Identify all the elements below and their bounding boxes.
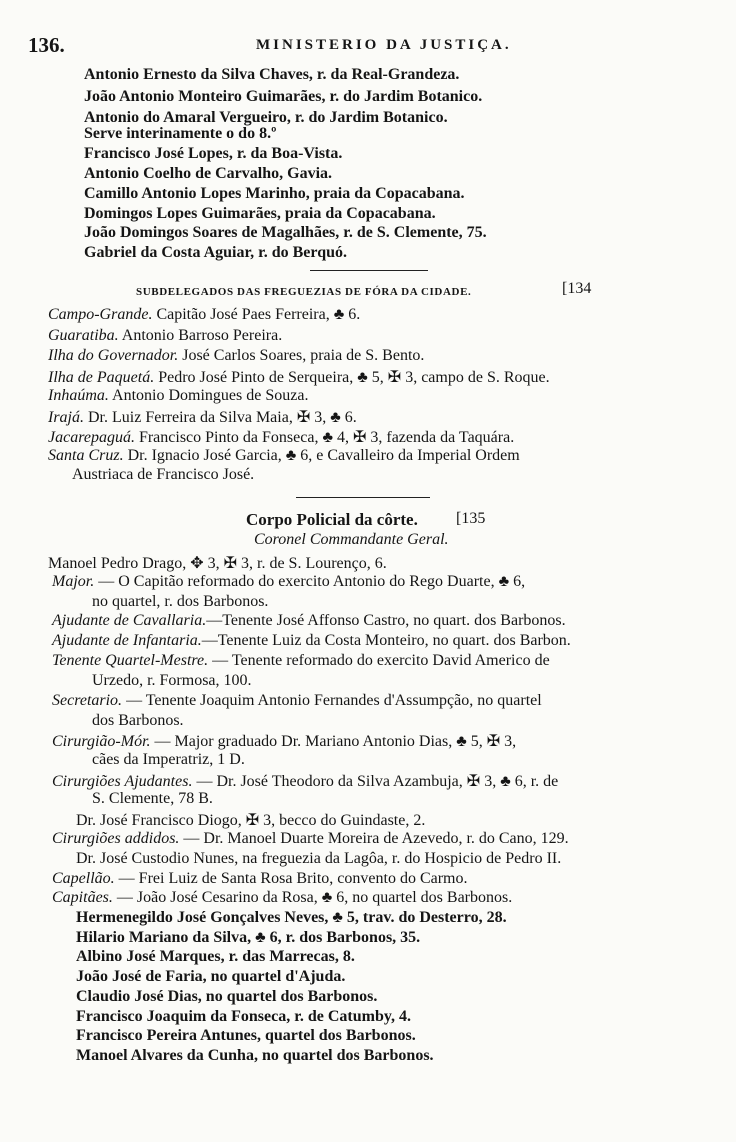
running-title: MINISTERIO DA JUSTIÇA. (256, 37, 512, 53)
list-item-continuation: cães da Imperatriz, 1 D. (92, 751, 245, 768)
list-item: Manoel Pedro Drago, ✥ 3, ✠ 3, r. de S. Lourenço, 6. (48, 555, 387, 572)
list-item: Irajá. Dr. Luiz Ferreira da Silva Maia, ✠ 3, ♣ 6. (48, 409, 357, 426)
list-item: Ajudante de Infantaria.—Tenente Luiz da Costa Monteiro, no quart. dos Barbon. (52, 632, 571, 649)
page-header (28, 33, 708, 61)
list-item: Inhaúma. Antonio Domingues de Souza. (48, 387, 309, 404)
list-item: Capellão. — Frei Luiz de Santa Rosa Brito, convento do Carmo. (52, 870, 468, 887)
divider (296, 497, 430, 498)
list-item-continuation: S. Clemente, 78 B. (92, 790, 213, 807)
list-item: Campo-Grande. Capitão José Paes Ferreira, ♣ 6. (48, 306, 361, 323)
list-item: Cirurgiões Ajudantes. — Dr. José Theodoro da Silva Azambuja, ✠ 3, ♣ 6, r. de (52, 773, 559, 790)
list-item: Dr. José Custodio Nunes, na freguezia da Lagôa, r. do Hospicio de Pedro II. (76, 850, 562, 867)
list-item: Guaratiba. Antonio Barroso Pereira. (48, 327, 283, 344)
list-item-continuation: dos Barbonos. (92, 712, 184, 729)
list-item: Francisco Pereira Antunes, quartel dos Barbonos. (76, 1027, 416, 1044)
list-item: Hilario Mariano da Silva, ♣ 6, r. dos Barbonos, 35. (76, 929, 421, 946)
list-item: Ilha do Governador. José Carlos Soares, praia de S. Bento. (48, 347, 425, 364)
list-item: Manoel Alvares da Cunha, no quartel dos Barbonos. (76, 1047, 434, 1064)
document-page: 136. MINISTERIO DA JUSTIÇA. Antonio Ernesto da Silva Chaves, r. da Real-Grandeza. João Antonio Monteiro Guimarães, r. do Jardim Botanico. Antonio do Amaral Vergueiro, r. do Jardim Botanico. Serve interinamente o do 8.º Francisco José Lopes, r. da Boa-Vista. Antonio Coelho de Carvalho, Gavia. Camillo Antonio Lopes Marinho, praia da Copacabana. Domingos Lopes Guimarães, praia da Copacabana. João Domingos Soares de Magalhães, r. de S. Clemente, 75. Gabriel da Costa Aguiar, r. do Berquó. SUBDELEGADOS DAS FREGUEZIAS DE FÓRA DA CIDADE. [134 Campo-Grande. Capitão José Paes Ferreira, ♣ 6. Guaratiba. Antonio Barroso Pereira. Ilha do Governador. José Carlos Soares, praia de S. Bento. Ilha de Paquetá. Pedro José Pinto de Serqueira, ♣ 5, ✠ 3, campo de S. Roque. Inhaúma. Antonio Domingues de Souza. Irajá. Dr. Luiz Ferreira da Silva Maia, ✠ 3, ♣ 6. Jacarepaguá. Francisco Pinto da Fonseca, ♣ 4, ✠ 3, fazenda da Taquára. Santa Cruz. Dr. Ignacio José Garcia, ♣ 6, e Cavalleiro da Imperial Ordem Austriaca de Francisco José. Corpo Policial da côrte. [135 Coronel Commandante Geral. Manoel Pedro Drago, ✥ 3, ✠ 3, r. de S. Lourenço, 6. Major. — O Capitão reformado do exercito Antonio do Rego Duarte, ♣ 6, no quartel, r. dos Barbonos. Ajudante de Cavallaria.—Tenente José Affonso Castro, no quart. dos Barbonos. Ajudante de Infantaria.—Tenente Luiz da Costa Monteiro, no quart. dos Barbon. Tenente Quartel-Mestre. — Tenente reformado do exercito David Americo de Urzedo, r. Formosa, 100. Secretario. — Tenente Joaquim Antonio Fernandes d'Assumpção, no quartel dos Barbonos. Cirurgião-Mór. — Major graduado Dr. Mariano Antonio Dias, ♣ 5, ✠ 3, cães da Imperatriz, 1 D. Cirurgiões Ajudantes. — Dr. José Theodoro da Silva Azambuja, ✠ 3, ♣ 6, r. de S. Clemente, 78 B. Dr. José Francisco Diogo, ✠ 3, becco do Guindaste, 2. Cirurgiões addidos. — Dr. Manoel Duarte Moreira de Azevedo, r. do Cano, 129. Dr. José Custodio Nunes, na freguezia da Lagôa, r. do Hospicio de Pedro II. Capellão. — Frei Luiz de Santa Rosa Brito, convento do Carmo. Capitães. — João José Cesarino da Rosa, ♣ 6, no quartel dos Barbonos. Hermenegildo José Gonçalves Neves, ♣ 5, trav. do Desterro, 28. Hilario Mariano da Silva, ♣ 6, r. dos Barbonos, 35. Albino José Marques, r. das Marrecas, 8. João José de Faria, no quartel d'Ajuda. Claudio José Dias, no quartel dos Barbonos. Francisco Joaquim da Fonseca, r. de Catumby, 4. Francisco Pereira Antunes, quartel dos Barbonos. Manoel Alvares da Cunha, no quartel dos Barbonos. (0, 0, 736, 1142)
list-item: Santa Cruz. Dr. Ignacio José Garcia, ♣ 6, e Cavalleiro da Imperial Ordem (48, 447, 520, 464)
list-item: Jacarepaguá. Francisco Pinto da Fonseca, ♣ 4, ✠ 3, fazenda da Taquára. (48, 429, 515, 446)
page-number: 136. (28, 33, 65, 57)
list-item: Cirurgiões addidos. — Dr. Manoel Duarte Moreira de Azevedo, r. do Cano, 129. (52, 830, 569, 847)
section-title: Corpo Policial da côrte. (246, 510, 418, 529)
list-item: Capitães. — João José Cesarino da Rosa, ♣ 6, no quartel dos Barbonos. (52, 889, 513, 906)
list-item: Secretario. — Tenente Joaquim Antonio Fernandes d'Assumpção, no quartel (52, 692, 542, 709)
list-item-continuation: Urzedo, r. Formosa, 100. (92, 672, 252, 689)
list-item: Tenente Quartel-Mestre. — Tenente reformado do exercito David Americo de (52, 652, 550, 669)
list-item: Albino José Marques, r. das Marrecas, 8. (76, 948, 355, 965)
list-item-continuation: Austriaca de Francisco José. (72, 466, 255, 483)
list-item: Ajudante de Cavallaria.—Tenente José Affonso Castro, no quart. dos Barbonos. (52, 612, 566, 629)
divider (310, 270, 428, 271)
section-ref: [134 (562, 280, 592, 297)
list-item: João José de Faria, no quartel d'Ajuda. (76, 968, 346, 985)
list-item: Hermenegildo José Gonçalves Neves, ♣ 5, trav. do Desterro, 28. (76, 909, 507, 926)
list-item: Cirurgião-Mór. — Major graduado Dr. Mariano Antonio Dias, ♣ 5, ✠ 3, (52, 733, 517, 750)
list-item: Dr. José Francisco Diogo, ✠ 3, becco do Guindaste, 2. (76, 812, 426, 829)
list-item: Ilha de Paquetá. Pedro José Pinto de Serqueira, ♣ 5, ✠ 3, campo de S. Roque. (48, 369, 550, 386)
list-item-continuation: no quartel, r. dos Barbonos. (92, 593, 269, 610)
section-heading: SUBDELEGADOS DAS FREGUEZIAS DE FÓRA DA CIDADE. (136, 286, 472, 298)
section-subtitle: Coronel Commandante Geral. (254, 531, 449, 548)
section-ref: [135 (456, 510, 486, 527)
list-item: Major. — O Capitão reformado do exercito Antonio do Rego Duarte, ♣ 6, (52, 573, 526, 590)
list-item: Francisco Joaquim da Fonseca, r. de Catumby, 4. (76, 1008, 411, 1025)
list-item: Claudio José Dias, no quartel dos Barbonos. (76, 988, 378, 1005)
